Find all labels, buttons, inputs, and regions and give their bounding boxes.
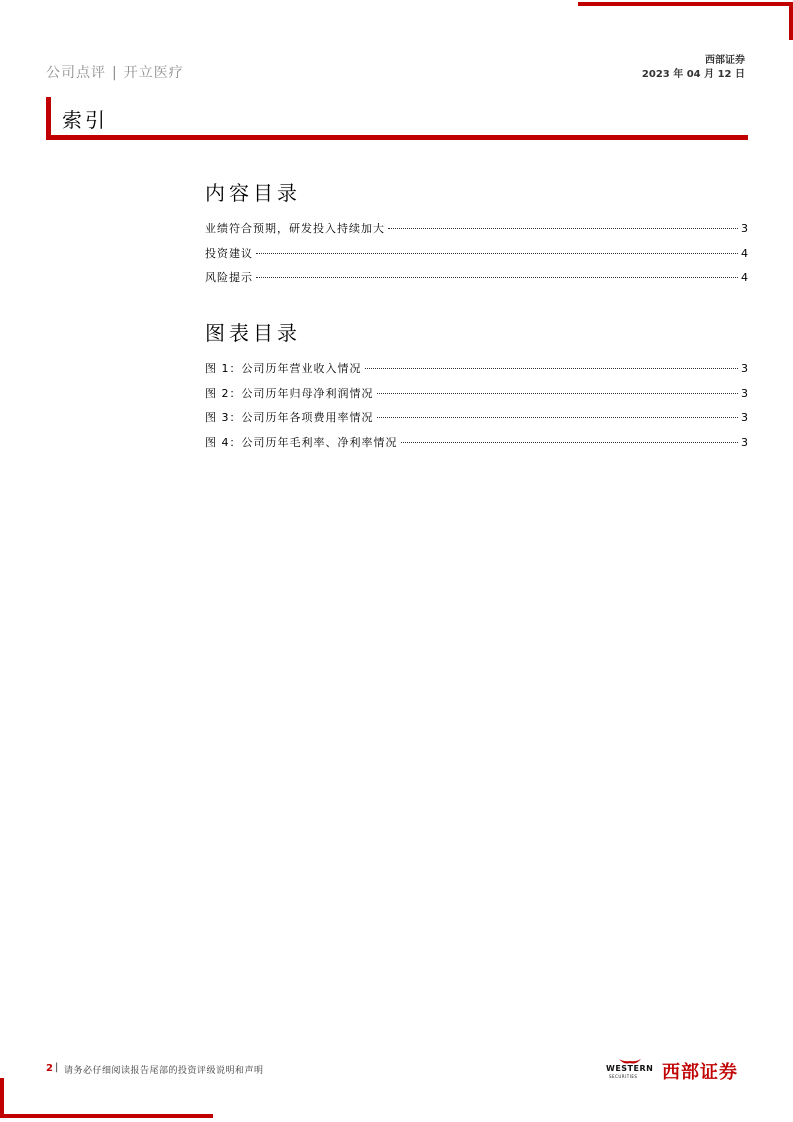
- toc-entry-page: 4: [741, 271, 748, 284]
- toc-leader-dots: [377, 393, 739, 394]
- toc-leader-dots: [256, 277, 738, 278]
- figure-entry-label: 图 1：公司历年营业收入情况: [205, 362, 362, 375]
- figure-entry-page: 3: [741, 411, 748, 424]
- figure-entry[interactable]: [205, 360, 748, 385]
- footer-separator: |: [55, 1062, 59, 1073]
- figure-entry-page: 3: [741, 435, 748, 449]
- toc-leader-dots: [365, 368, 739, 369]
- header-separator: |: [112, 65, 118, 81]
- toc-leader-dots: [401, 442, 739, 443]
- figure-entry[interactable]: [205, 409, 748, 434]
- report-category: 公司点评: [46, 65, 106, 81]
- footer-disclaimer: 请务必仔细阅读报告尾部的投资评级说明和声明: [64, 1066, 264, 1076]
- company-name: 开立医疗: [123, 65, 184, 81]
- section-title: 索引: [62, 108, 108, 132]
- corner-decoration-top-right: [578, 2, 793, 6]
- report-date: 2023 年 04 月 12 日: [641, 69, 745, 80]
- toc-entry-label: 投资建议: [205, 246, 253, 260]
- header-brand-block: [642, 54, 745, 82]
- toc-entry[interactable]: [205, 269, 748, 294]
- toc-entry[interactable]: [205, 220, 748, 245]
- section-accent-bar: [46, 97, 51, 137]
- figures-toc: [205, 320, 748, 458]
- corner-decoration-bottom-left: [0, 1114, 213, 1118]
- toc-entry-label: 风险提示: [205, 271, 253, 284]
- footer-page-number: 2: [46, 1063, 53, 1074]
- toc-leader-dots: [388, 228, 738, 229]
- figure-entry-page: 3: [741, 362, 748, 375]
- report-header: [46, 62, 184, 82]
- figure-entry-label: 图 3：公司历年各项费用率情况: [205, 411, 374, 424]
- corner-decoration-top-right-vertical: [789, 2, 793, 40]
- contents-toc: [205, 180, 748, 294]
- brand-name: 西部证券: [705, 55, 745, 66]
- toc-entry-page: 4: [741, 246, 748, 260]
- figure-entry-label: 图 4：公司历年毛利率、净利率情况: [205, 435, 398, 449]
- figure-entry-page: 3: [741, 386, 748, 400]
- logo-text-en-sub: SECURITIES: [609, 1074, 638, 1079]
- figures-heading: 图表目录: [205, 321, 301, 345]
- logo-text-cn: 西部证券: [662, 1062, 738, 1083]
- toc-entry-label: 业绩符合预期，研发投入持续加大: [205, 222, 385, 235]
- toc-entry-page: 3: [741, 222, 748, 235]
- figure-entry-label: 图 2：公司历年归母净利润情况: [205, 386, 374, 400]
- western-securities-logo: [606, 1058, 748, 1082]
- toc-leader-dots: [256, 253, 738, 254]
- figure-entry[interactable]: [205, 434, 748, 459]
- section-divider: [46, 135, 748, 140]
- toc-leader-dots: [377, 417, 739, 418]
- corner-decoration-bottom-left-vertical: [0, 1078, 4, 1118]
- toc-entry[interactable]: [205, 245, 748, 270]
- logo-text-en: WESTERN: [606, 1064, 654, 1073]
- contents-heading: 内容目录: [205, 181, 301, 205]
- figure-entry[interactable]: [205, 385, 748, 410]
